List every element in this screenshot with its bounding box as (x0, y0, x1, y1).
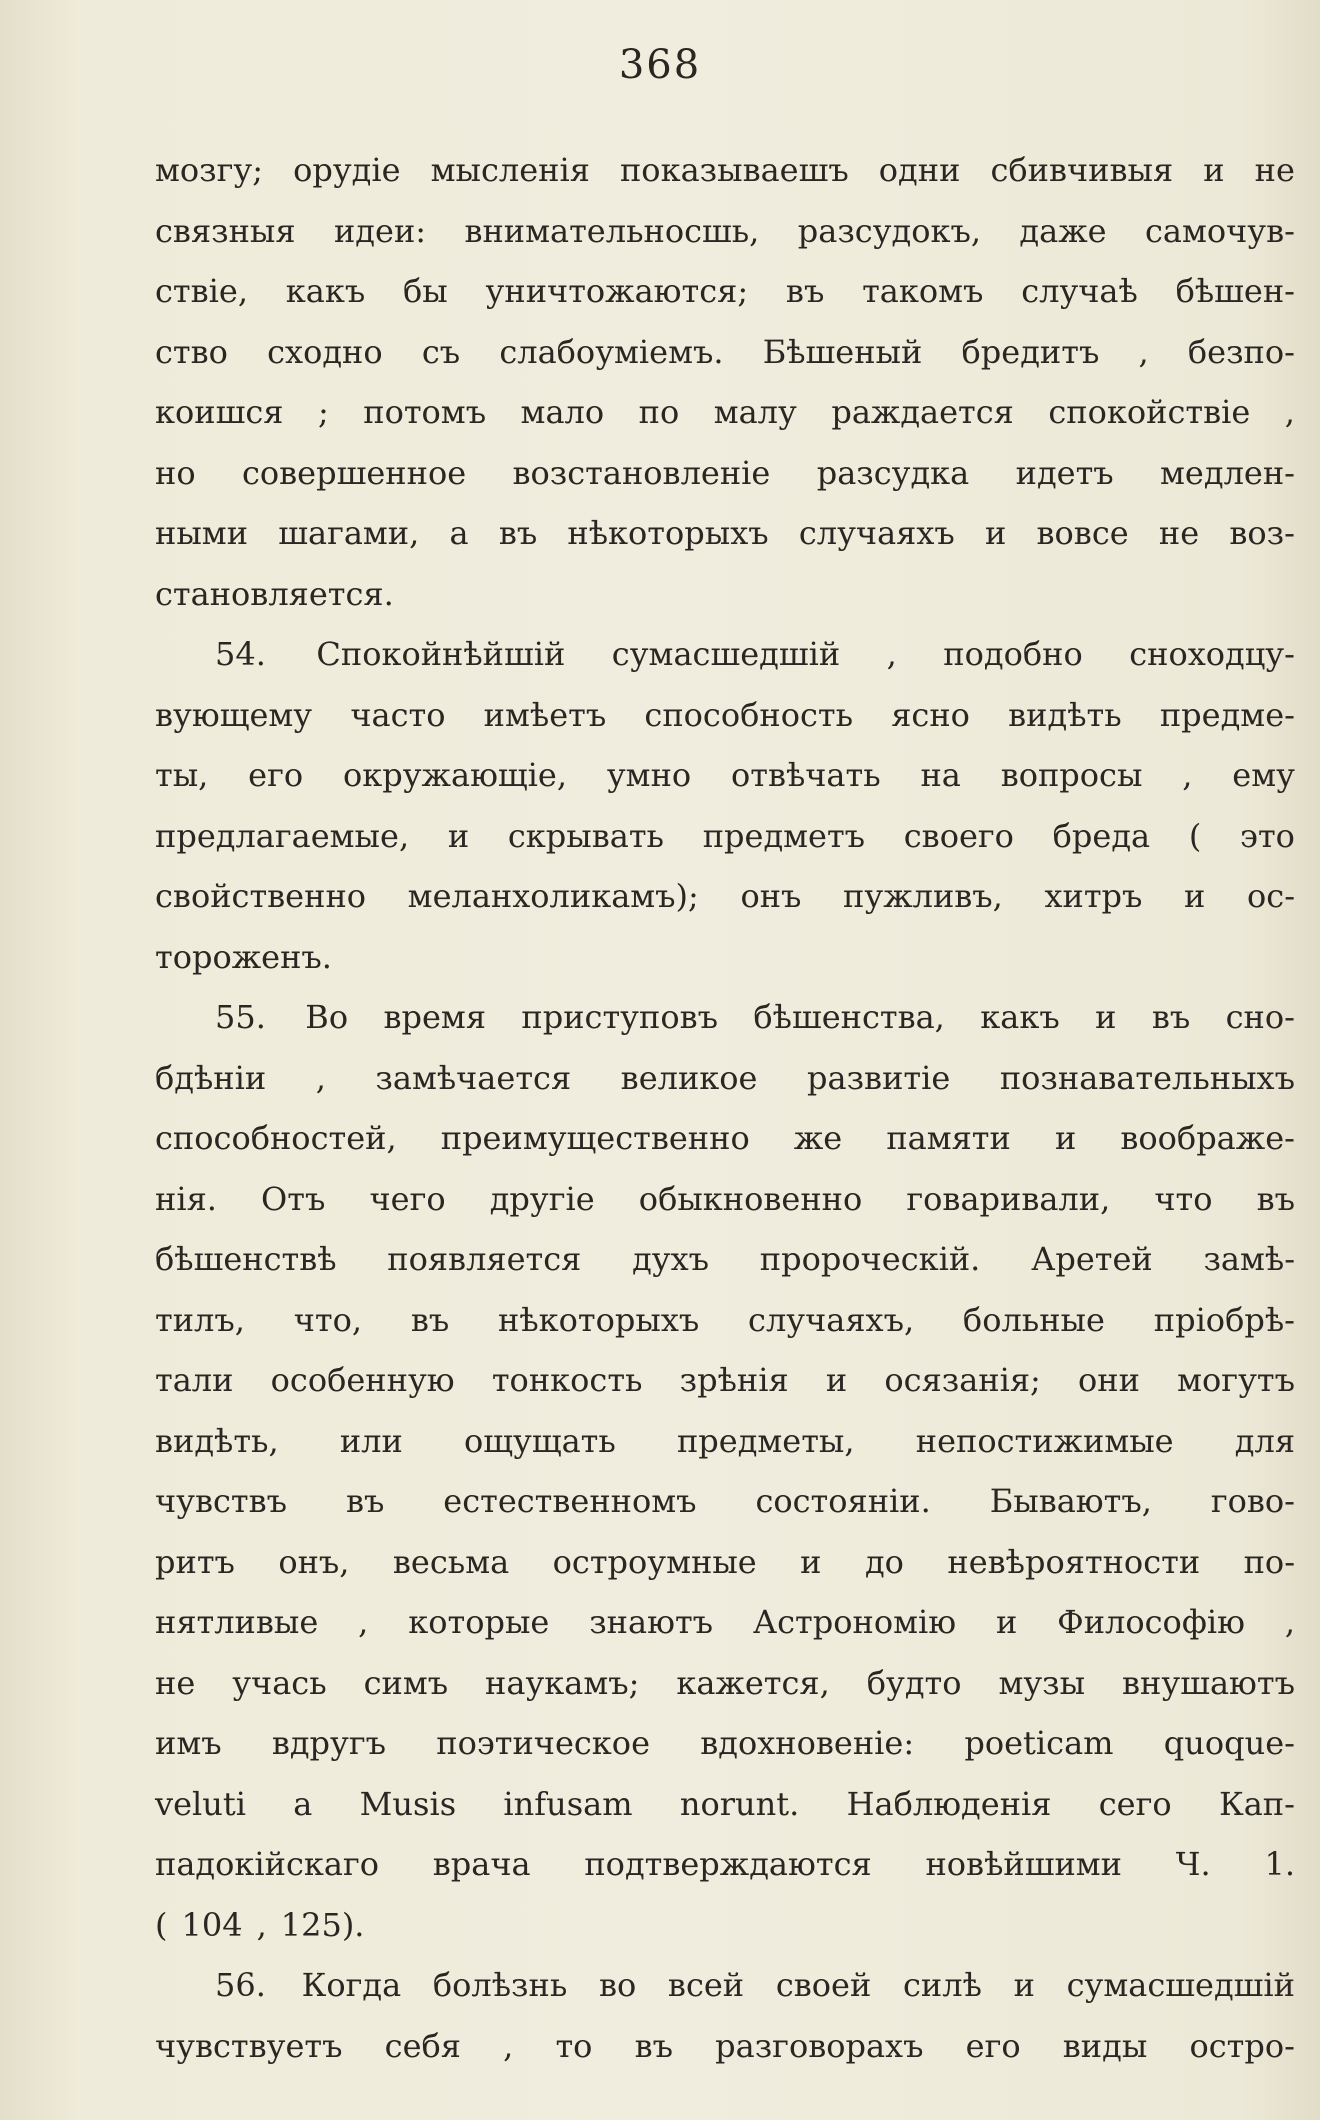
word: могутъ (1177, 1361, 1295, 1399)
word: ; (317, 393, 329, 431)
word: что, (293, 1300, 362, 1339)
word: развитіе (807, 1058, 951, 1097)
text-line (155, 2016, 1295, 2077)
text-line (155, 1955, 1295, 2016)
word: пророческій. (759, 1240, 981, 1278)
word: не (155, 1663, 196, 1702)
word: предметы, (676, 1421, 855, 1460)
word: знаютъ (589, 1603, 713, 1641)
word: до (864, 1542, 904, 1581)
word: весьма (392, 1542, 510, 1581)
word: умно (606, 756, 692, 794)
word: quoque- (1163, 1724, 1295, 1762)
word: зрѣнія (679, 1361, 789, 1399)
word: мысленія (430, 151, 590, 189)
word: разговорахъ (715, 2026, 924, 2065)
word: , (1182, 756, 1193, 794)
text-line (155, 624, 1295, 685)
word: Ч. (1175, 1845, 1211, 1883)
word: сходно (267, 332, 383, 371)
page-number: 368 (618, 42, 702, 88)
word: меланхоликамъ); (407, 877, 699, 915)
word: окружающіе, (342, 756, 568, 794)
word: чего (369, 1179, 446, 1218)
word: нія. (155, 1179, 217, 1218)
word: какъ (980, 998, 1060, 1036)
word: скрывать (507, 816, 664, 855)
word: нятливые (155, 1603, 319, 1641)
word: 1. (1264, 1845, 1295, 1883)
word: видѣть (1008, 695, 1122, 734)
word: какъ (285, 272, 366, 310)
text-line (155, 1350, 1295, 1411)
word: , (315, 1058, 326, 1097)
word: то (555, 2026, 593, 2065)
text-line (155, 1229, 1295, 1290)
text-line (155, 987, 1295, 1048)
word: а (449, 514, 469, 552)
word: и (1203, 151, 1225, 189)
word: и (447, 816, 470, 855)
word: norunt. (679, 1784, 800, 1823)
word: идеи: (333, 211, 427, 250)
word: пріобрѣ- (1153, 1300, 1295, 1339)
word: случаѣ (1021, 272, 1138, 310)
word: ос- (1247, 877, 1295, 915)
word: онъ, (278, 1542, 350, 1581)
word: ты, (155, 756, 209, 794)
word: ясно (891, 695, 970, 734)
word: въ (785, 272, 825, 310)
word: и (995, 1603, 1018, 1641)
text-line (155, 1774, 1295, 1835)
paragraph (155, 987, 1295, 1955)
word: veluti (155, 1784, 246, 1823)
word: и (1054, 1119, 1077, 1157)
word: тонкость (491, 1361, 643, 1399)
word: сноходцу- (1129, 635, 1295, 673)
word: бѣшен- (1175, 272, 1295, 310)
word: больные (962, 1300, 1105, 1339)
word: время (383, 998, 486, 1036)
word: музы (998, 1663, 1086, 1702)
word: духъ (632, 1240, 710, 1278)
word: остро- (1189, 2026, 1295, 2065)
word: кажется, (676, 1663, 830, 1702)
word: и (1184, 877, 1206, 915)
word: ство (155, 332, 228, 371)
word: малу (713, 393, 797, 431)
text-line (155, 1532, 1295, 1593)
word: хитръ (1044, 877, 1143, 915)
text-line (155, 1108, 1295, 1169)
word: въ (345, 1482, 385, 1520)
word: мозгу; (155, 151, 263, 189)
text-line (155, 1592, 1295, 1653)
word: a (293, 1784, 313, 1823)
word: предлагаемые, (155, 816, 410, 855)
word: бы (403, 272, 448, 310)
word: своей (775, 1966, 872, 2004)
word: и (800, 1542, 822, 1581)
word: , (1138, 332, 1149, 371)
word: ( (155, 1905, 168, 1944)
word: остроумные (552, 1542, 757, 1581)
word: уничтожаются; (485, 272, 749, 310)
text-line (155, 1411, 1295, 1472)
word: видѣть, (155, 1421, 279, 1460)
word: и (1013, 1966, 1035, 2004)
word: же (793, 1119, 843, 1157)
word: , (886, 635, 897, 673)
word: это (1240, 816, 1295, 855)
text-line (155, 564, 1295, 625)
word: особенную (270, 1361, 455, 1399)
word: воображе- (1120, 1119, 1295, 1157)
word: бѣшенства, (753, 998, 945, 1036)
word: вдохновеніе: (700, 1724, 915, 1762)
word: Аретей (1031, 1240, 1153, 1278)
word: вопросы (1000, 756, 1143, 794)
word: осязанія; (884, 1361, 1041, 1399)
word: великое (620, 1058, 758, 1097)
word: Бѣшеный (762, 332, 923, 371)
text-line (155, 1834, 1295, 1895)
word: связныя (155, 211, 296, 250)
word: Во (305, 998, 349, 1036)
word: бреда (1052, 816, 1151, 855)
word: 125). (280, 1905, 365, 1944)
word: онъ (740, 877, 802, 915)
word: будто (866, 1663, 962, 1702)
word: совершенное (241, 453, 467, 492)
word: въ (498, 514, 538, 552)
word: не (1158, 514, 1200, 552)
text-line (155, 261, 1295, 322)
word: въ (634, 2026, 673, 2065)
word: обыкновенно (638, 1179, 863, 1218)
paragraph-number: 56. (215, 1966, 266, 2004)
word: предметъ (702, 816, 866, 855)
word: бдѣніи (155, 1058, 267, 1097)
word: infusam (503, 1784, 633, 1823)
word: ему (1232, 756, 1295, 794)
word: сбивчивыя (990, 151, 1174, 189)
word: что (1154, 1179, 1213, 1218)
word: ствіе, (155, 272, 248, 310)
word: гово- (1210, 1482, 1295, 1520)
word: Отъ (261, 1179, 326, 1218)
word: памяти (886, 1119, 1011, 1157)
paragraph (155, 140, 1295, 624)
word: сумасшедшій (1066, 1966, 1295, 2004)
text-line (155, 745, 1295, 806)
word: такомъ (862, 272, 984, 310)
word: вующему (155, 695, 313, 734)
word: его (248, 756, 304, 794)
word: болѣзнь (432, 1966, 568, 2004)
word: сего (1098, 1784, 1172, 1823)
word: симъ (363, 1663, 449, 1702)
text-line (155, 866, 1295, 927)
text-line (155, 1895, 1295, 1956)
word: имъ (155, 1724, 222, 1762)
word: виды (1062, 2026, 1148, 2065)
word: коишся (155, 393, 284, 431)
word: медлен- (1160, 453, 1295, 492)
paragraph (155, 1955, 1295, 2076)
text-line (155, 382, 1295, 443)
word: спокойствіе (1048, 393, 1251, 431)
word: нѣкоторыхъ (567, 514, 769, 552)
word: сно- (1225, 998, 1295, 1036)
word: состояніи. (755, 1482, 931, 1520)
word: его (965, 2026, 1021, 2065)
word: вовсе (1036, 514, 1129, 552)
text-line (155, 1471, 1295, 1532)
word: идетъ (1015, 453, 1114, 492)
word: которые (408, 1603, 550, 1641)
word: случаяхъ, (748, 1300, 915, 1339)
word: замѣчается (375, 1058, 572, 1097)
word: ( (1188, 816, 1202, 855)
word: замѣ- (1203, 1240, 1295, 1278)
word: вдругъ (271, 1724, 386, 1762)
word: силѣ (903, 1966, 982, 2004)
word: для (1234, 1421, 1295, 1460)
word: другіе (489, 1179, 595, 1218)
word: врача (432, 1845, 531, 1883)
word: непостижимые (915, 1421, 1174, 1460)
word: тороженъ. (155, 937, 332, 976)
word: своего (903, 816, 1014, 855)
text-line (155, 503, 1295, 564)
text-line (155, 322, 1295, 383)
word: разсудокъ, (797, 211, 982, 250)
word: себя (384, 2026, 461, 2065)
word: падокійскаго (155, 1845, 379, 1883)
word: часто (350, 695, 446, 734)
word: Спокойнѣйшій (316, 635, 566, 673)
word: нѣкоторыхъ (498, 1300, 700, 1339)
word: poeticam (964, 1724, 1114, 1762)
word: Бываютъ, (989, 1482, 1152, 1520)
word: внимательносшь, (464, 211, 760, 250)
word: чувствъ (155, 1482, 287, 1520)
word: учась (232, 1663, 327, 1702)
word: внушаютъ (1122, 1663, 1295, 1702)
word: свойственно (155, 877, 367, 915)
word: слабоуміемъ. (499, 332, 724, 371)
word: не (1254, 151, 1295, 189)
word: тали (155, 1361, 234, 1399)
word: становляется. (155, 574, 394, 613)
word: ощущать (463, 1421, 616, 1460)
text-line (155, 927, 1295, 988)
word: самочув- (1144, 211, 1295, 250)
text-line (155, 685, 1295, 746)
word: въ (1151, 998, 1191, 1036)
word: способностей, (155, 1119, 397, 1157)
text-line (155, 443, 1295, 504)
word: случаяхъ (798, 514, 955, 552)
word: , (358, 1603, 369, 1641)
word: по- (1243, 1542, 1295, 1581)
text-line (155, 1713, 1295, 1774)
word: всей (667, 1966, 745, 2004)
text-line (155, 1048, 1295, 1109)
word: преимущественно (440, 1119, 750, 1157)
word: и (1095, 998, 1117, 1036)
word: орудіе (293, 151, 401, 189)
word: наукамъ; (485, 1663, 640, 1702)
word: одни (878, 151, 961, 189)
word: , (1284, 1603, 1295, 1641)
text-body (155, 140, 1295, 2076)
word: чувствуетъ (155, 2026, 343, 2065)
word: возстановленіе (512, 453, 771, 492)
word: раждается (831, 393, 1014, 431)
word: они (1078, 1361, 1140, 1399)
word: , (256, 1905, 267, 1944)
word: потомъ (363, 393, 487, 431)
word: съ (421, 332, 461, 371)
word: но (155, 453, 196, 492)
text-line (155, 140, 1295, 201)
word: во (598, 1966, 637, 2004)
word: ритъ (155, 1542, 235, 1581)
word: познавательныхъ (999, 1058, 1295, 1097)
word: и (984, 514, 1007, 552)
word: подобно (943, 635, 1083, 673)
word: воз- (1229, 514, 1295, 552)
word: невѣроятности (947, 1542, 1201, 1581)
word: или (339, 1421, 403, 1460)
word: имѣетъ (483, 695, 607, 734)
word: показываешъ (619, 151, 849, 189)
word: Астрономію (752, 1603, 957, 1641)
word: даже (1019, 211, 1107, 250)
word: на (920, 756, 961, 794)
word: Кап- (1218, 1784, 1295, 1823)
paragraph-number: 55. (215, 998, 266, 1036)
text-line (155, 201, 1295, 262)
word: поэтическое (436, 1724, 650, 1762)
word: безпо- (1187, 332, 1295, 371)
word: появляется (387, 1240, 582, 1278)
word: подтверждаются (584, 1845, 872, 1883)
word: тилъ, (155, 1300, 245, 1339)
paragraph (155, 624, 1295, 987)
word: Философію (1057, 1603, 1245, 1641)
word: сумасшедшій (611, 635, 841, 673)
word: въ (410, 1300, 450, 1339)
word: бѣшенствѣ (155, 1240, 337, 1278)
word: говаривали, (906, 1179, 1111, 1218)
word: ными (155, 514, 249, 552)
word: Наблюденія (846, 1784, 1052, 1823)
word: 104 (181, 1905, 243, 1944)
text-line (155, 1653, 1295, 1714)
word: способность (644, 695, 854, 734)
paragraph-number: 54. (215, 635, 266, 673)
word: , (1284, 393, 1295, 431)
word: естественномъ (443, 1482, 697, 1520)
word: , (503, 2026, 514, 2065)
word: шагами, (278, 514, 420, 552)
word: разсудка (816, 453, 970, 492)
word: Когда (301, 1966, 402, 2004)
word: въ (1256, 1179, 1295, 1218)
text-line (155, 1290, 1295, 1351)
text-line (155, 1169, 1295, 1230)
word: отвѣчать (730, 756, 881, 794)
word: новѣйшими (925, 1845, 1122, 1883)
word: Musis (359, 1784, 457, 1823)
word: мало (520, 393, 605, 431)
word: приступовъ (521, 998, 718, 1036)
word: бредитъ (961, 332, 1100, 371)
word: по (638, 393, 680, 431)
word: предме- (1159, 695, 1295, 734)
text-line (155, 806, 1295, 867)
word: пужливъ, (843, 877, 1003, 915)
word: и (825, 1361, 848, 1399)
